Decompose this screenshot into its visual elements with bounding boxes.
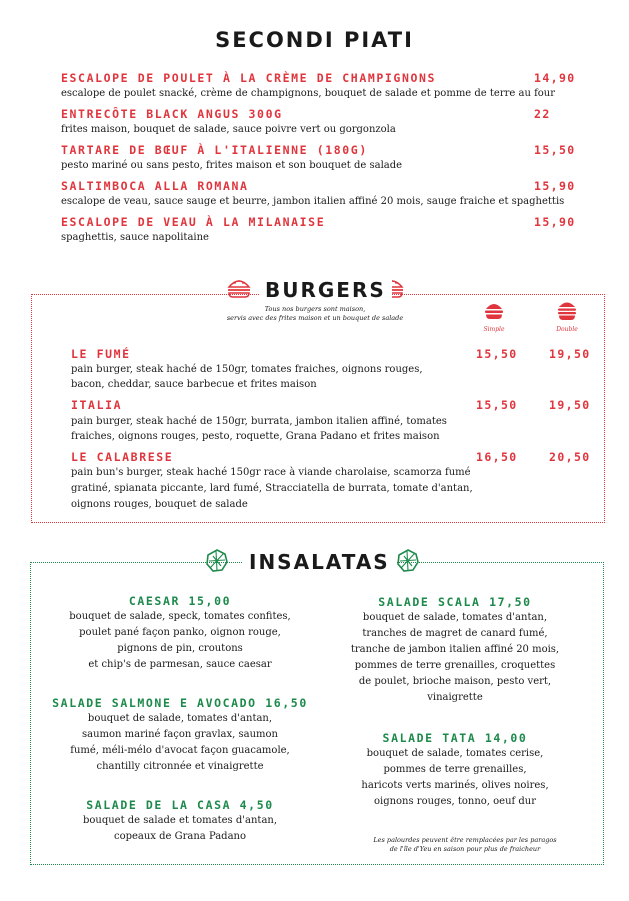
salad-description: tranches de magret de canard fumé, [362,628,548,639]
burger-description: bacon, cheddar, sauce barbecue et frites maison [71,379,317,390]
dish-price: 22 [534,107,551,121]
burgers-note-line2: servis avec des frites maison et un bouquet de salade [226,314,404,322]
salad-description: oignons rouges, tonno, oeuf dur [373,796,537,807]
burger-name: LE FUMÉ [71,347,131,361]
salad-name: SALADE SALMONE E AVOCADO 16,50 [52,696,308,710]
salad-name: CAESAR 15,00 [128,594,232,608]
salad-description: chantilly citronnée et vinaigrette [96,761,264,772]
col-double-label: Double [556,326,578,333]
salad-description: fumé, méli-mélo d'avocat façon guacamole, [70,745,290,756]
dish-name: ESCALOPE DE VEAU À LA MILANAISE [61,215,326,229]
burger-price-simple: 15,50 [476,347,518,361]
dish-price: 15,50 [534,143,576,157]
salad-description: bouquet de salade, speck, tomates confites, [69,611,291,622]
salad-description: haricots verts marinés, olives noires, [361,780,549,791]
salad-leaf-icon [396,548,420,574]
dish-price: 14,90 [534,71,576,85]
burger-description: oignons rouges, bouquet de salade [71,499,248,510]
salad-description: poulet pané façon panko, oignon rouge, [79,627,281,638]
salad-name: SALADE SCALA 17,50 [378,595,532,609]
dish-price: 15,90 [534,215,576,229]
salad-description: bouquet de salade, tomates d'antan, [362,612,548,623]
col-simple-label: Simple [483,326,505,333]
burger-double-icon [557,299,577,323]
burgers-note-line1: Tous nos burgers sont maison, [264,305,366,313]
burger-description: pain burger, steak haché de 150gr, tomates fraiches, oignons rouges, [71,364,423,375]
dish-name: TARTARE DE BŒUF À L'ITALIENNE (180G) [61,143,368,157]
dish-description: escalope de veau, sauce sauge et beurre, jambon italien affiné 20 mois, sauge fraiche et spaghettis [61,196,565,207]
salad-description: bouquet de salade, tomates d'antan, [87,713,273,724]
burger-price-simple: 16,50 [476,450,518,464]
salad-description: pommes de terre grenailles, [383,764,527,775]
burger-name: LE CALABRESE [71,450,174,464]
salad-description: et chip's de parmesan, sauce caesar [88,659,272,670]
salad-description: bouquet de salade, tomates cerise, [366,748,544,759]
salad-name: SALADE DE LA CASA 4,50 [86,798,274,812]
burger-description: pain bun's burger, steak haché 150gr race à viande charolaise, scamorza fumé [71,467,471,478]
salad-leaf-icon [205,548,229,574]
salad-description: de poulet, brioche maison, pesto vert, [358,676,552,687]
salad-description: pignons de pin, croutons [117,643,243,654]
salad-description: tranche de jambon italien affiné 20 mois, [350,644,560,655]
burger-price-double: 19,50 [549,347,591,361]
burger-description: gratiné, spianata piccante, lard fumé, Stracciatella de burrata, tomate d'antan, [71,483,473,494]
insalatas-note-line2: de l'île d'Yeu en saison pour plus de fraicheur [389,845,541,853]
salad-description: pommes de terre grenailles, croquettes [354,660,556,671]
salad-description: bouquet de salade et tomates d'antan, [82,815,278,826]
burger-name: ITALIA [71,398,123,412]
dish-name: SALTIMBOCA ALLA ROMANA [61,179,249,193]
insalatas-note-line1: Les palourdes peuvent être remplacées par les paragos [373,836,557,844]
burger-icon [226,276,252,300]
salad-description: saumon mariné façon gravlax, saumon [82,729,278,740]
burger-price-double: 19,50 [549,398,591,412]
salad-name: SALADE TATA 14,00 [382,731,528,745]
insalatas-title: INSALATAS [243,550,396,574]
dish-description: frites maison, bouquet de salade, sauce poivre vert ou gorgonzola [61,124,396,135]
burgers-title: BURGERS [259,278,392,302]
burger-simple-icon [484,300,504,322]
secondi-title: SECONDI PIATI [215,28,414,52]
dish-name: ESCALOPE DE POULET À LA CRÈME DE CHAMPIGNONS [61,71,437,85]
burger-description: fraiches, oignons rouges, pesto, roquette, Grana Padano et frites maison [71,431,440,442]
burger-price-double: 20,50 [549,450,591,464]
dish-price: 15,90 [534,179,576,193]
burger-description: pain burger, steak haché de 150gr, burrata, jambon italien affiné, tomates [71,416,447,427]
dish-description: pesto mariné ou sans pesto, frites maison et son bouquet de salade [61,160,403,171]
dish-description: escalope de poulet snacké, crème de champignons, bouquet de salade et pomme de terre au four [61,88,556,99]
dish-name: ENTRECÔTE BLACK ANGUS 300G [61,107,283,121]
salad-description: copeaux de Grana Padano [113,831,247,842]
salad-description: vinaigrette [427,692,483,703]
dish-description: spaghettis, sauce napolitaine [61,232,209,243]
burger-price-simple: 15,50 [476,398,518,412]
